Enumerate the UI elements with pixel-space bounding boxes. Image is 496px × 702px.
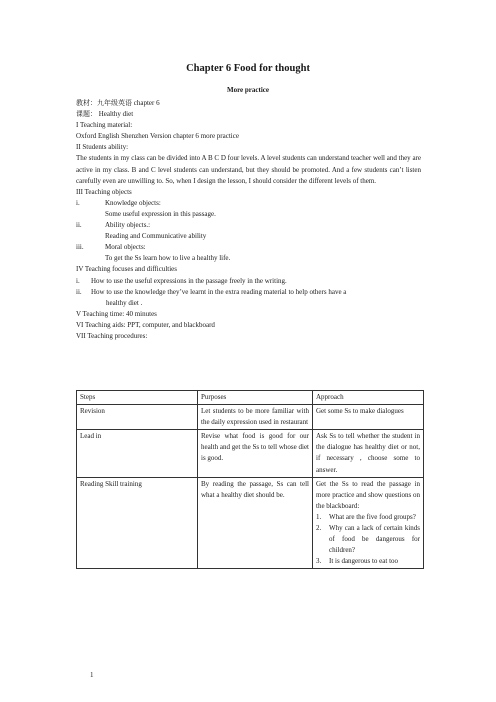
table-header-cell: Purposes [198,391,313,405]
page-subtitle: More practice [226,86,270,94]
approach-cell: Ask Ss to tell whether the student in the dialogue has healthy diet or not, if necessary , choose some to answer. [313,430,424,477]
focuses-item [76,287,421,298]
table-header-cell: Approach [313,391,424,405]
procedures-heading: VII Teaching procedures: [76,331,148,340]
list-marker: iii. [76,243,84,252]
objects-item-label: Moral objects: [105,243,146,252]
question-text: What are the five food groups? [329,512,416,521]
question-number: 3. [316,557,322,566]
objects-item-label: Ability objects.: [105,221,151,230]
question-item [316,512,420,523]
objects-item [76,220,421,231]
approach-cell [313,477,424,569]
purpose-cell: By reading the passage, Ss can tell what a healthy diet should be. [198,477,313,569]
objects-item [76,198,421,209]
question-number: 1. [316,512,322,521]
page-title: Chapter 6 Food for thought [186,63,310,74]
textbook-line: 教材：九年级英语 chapter 6 [76,99,160,107]
purpose-cell: Let students to be more familiar with the daily expression used in restaurant [198,405,313,430]
focuses-item-text: How to use the useful expressions in the passage freely in the writing. [91,276,287,285]
procedures-table [76,390,424,569]
question-item [316,523,420,556]
ability-heading: II Students ability: [76,143,129,152]
question-number: 2. [316,524,322,533]
objects-item-label: Knowledge objects: [105,198,161,207]
step-cell: Revision [77,405,198,430]
time-line: V Teaching time: 40 minutes [76,309,157,318]
ability-paragraph: The students in my class can be divided into A B C D four levels. A level students can understand teacher well and they are active in my class. B and C level students can understand, but they should be promoted. And a few students can’t listen carefully even are unwilling to. So, when I design the lesson, I should consider the different levels of them. [76,154,421,185]
teaching-material-text: Oxford English Shenzhen Version chapter 6 more practice [76,132,239,141]
table-header-cell: Steps [77,391,198,405]
page-number: 1 [90,671,94,679]
objects-item-detail: To get the Ss learn how to live a healthy life. [105,254,231,263]
focuses-item [76,276,421,287]
list-marker: i. [76,276,80,285]
topic-line: 课题： Healthy diet [76,110,134,119]
step-cell: Reading Skill training [77,477,198,569]
objects-item-detail: Reading and Communicative ability [105,232,207,241]
aids-line: VI Teaching aids: PPT, computer, and blackboard [76,320,215,329]
focuses-heading: IV Teaching focuses and difficulties [76,265,177,274]
table-header-row [77,391,424,405]
purpose-cell: Revise what food is good for our health and get the Ss to tell whose diet is good. [198,430,313,477]
focuses-item-continuation: healthy diet . [106,298,143,307]
teaching-material-heading: I Teaching material: [76,121,133,130]
objects-item-detail: Some useful expression in this passage. [105,209,216,218]
question-item [316,556,420,567]
list-marker: ii. [76,221,82,230]
step-cell: Lead in [77,430,198,477]
approach-cell: Get some Ss to make dialogues [313,405,424,430]
objects-heading: III Teaching objects [76,187,132,196]
question-text: It is dangerous to eat too [329,557,399,566]
table-row [77,477,424,569]
approach-intro: Get the Ss to read the passage in more practice and show questions on the blackboard: [316,479,420,510]
question-text: Why can a lack of certain kinds of food be dangerous for children? [329,524,420,555]
table-row [77,405,424,430]
table-row [77,430,424,477]
document-body [76,98,421,342]
list-marker: i. [76,198,80,207]
focuses-item-text: How to use the knowledge they’ve learnt in the extra reading material to help others have a [91,287,347,296]
list-marker: ii. [76,287,82,296]
objects-item [76,242,421,253]
